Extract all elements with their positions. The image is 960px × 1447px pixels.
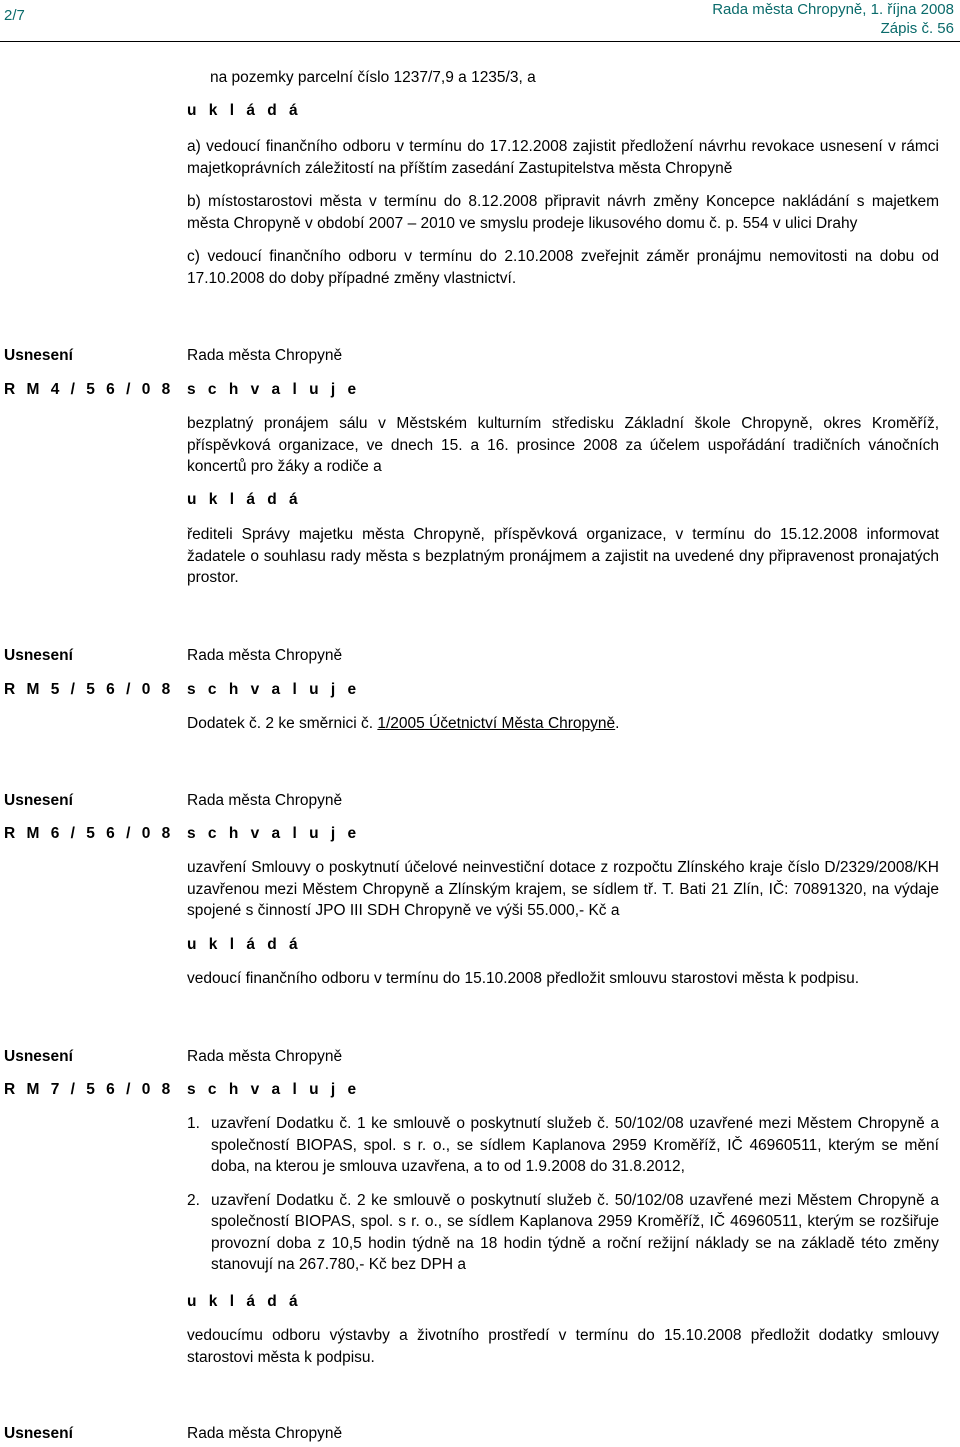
res7-council: Rada města Chropyně [187, 1048, 343, 1065]
res4-uklada: u k l á d á [187, 491, 302, 508]
intro-continuation: na pozemky parcelní číslo 1237/7,9 a 1235/3, a [210, 69, 536, 86]
res5-council: Rada města Chropyně [187, 647, 343, 664]
res8-council: Rada města Chropyně [187, 1425, 343, 1442]
res6-schvaluje: s c h v a l u j e [187, 825, 361, 842]
list-item-text: uzavření Dodatku č. 2 ke smlouvě o poskytnutí služeb č. 50/102/08 uzavřené mezi Městem Chropyně a společností BIOPAS, spol. s r. o., se sídlem Kaplanova 2959 Kroměříž, IČ 46960511, kterým se rozšiřuje provozní doba z 10,5 hodin týdně na 18 hodin týdně a roční režijní náklady se na základě této změny stanovují na 267.780,- Kč bez DPH a [211, 1191, 939, 1273]
res5-schvaluje: s c h v a l u j e [187, 681, 361, 698]
list-item-text: uzavření Dodatku č. 1 ke smlouvě o poskytnutí služeb č. 50/102/08 uzavřené mezi Městem Chropyně a společností BIOPAS, spol. s r. o., se sídlem Kaplanova 2959 Kroměříž, IČ 46960511, kterým se mění doba, na kterou je smlouva uzavřena, a to od 1.9.2008 do 31.8.2012, [211, 1115, 939, 1175]
res8-usneseni-label: Usnesení [4, 1425, 73, 1442]
res5-number: R M 5 / 5 6 / 0 8 [4, 681, 174, 698]
res4-council: Rada města Chropyně [187, 347, 343, 364]
res6-council: Rada města Chropyně [187, 792, 343, 809]
res7-items [187, 1113, 939, 1276]
list-item [187, 1190, 939, 1276]
header-divider [0, 41, 960, 42]
res5-usneseni-label: Usnesení [4, 647, 73, 664]
res6-approval-text: uzavření Smlouvy o poskytnutí účelové neinvestiční dotace z rozpočtu Zlínského kraje číslo D/2329/2008/KH uzavřenou mezi Městem Chropyně a Zlínským krajem, se sídlem tř. T. Bati 21 Zlín, IČ: 70891320, na výdaje spojené s činností JPO III SDH Chropyně ve výši 55.000,- Kč a [187, 859, 939, 919]
res6-usneseni-label: Usnesení [4, 792, 73, 809]
document-header [712, 0, 954, 38]
header-meeting-date: Rada města Chropyně, 1. října 2008 [712, 1, 954, 18]
res7-uklada: u k l á d á [187, 1293, 302, 1310]
res7-usneseni-label: Usnesení [4, 1048, 73, 1065]
header-minutes-number: Zápis č. 56 [880, 20, 954, 37]
res6-task-text: vedoucí finančního odboru v termínu do 15.10.2008 předložit smlouvu starostovi města k podpisu. [187, 970, 860, 987]
intro-uklada: u k l á d á [187, 102, 302, 119]
list-item-number: 1. [187, 1115, 200, 1132]
list-item-number: 2. [187, 1191, 200, 1209]
res7-number: R M 7 / 5 6 / 0 8 [4, 1081, 174, 1098]
res4-task-text: řediteli Správy majetku města Chropyně, příspěvková organizace, v termínu do 15.12.2008 informovat žadatele o souhlasu rady města s bezplatným pronájmem a zajistit na uvedené dny připravenost pronajatých prostor. [187, 526, 939, 586]
res5-approval-text [187, 713, 619, 735]
res7-task-text: vedoucímu odboru výstavby a životního prostředí v termínu do 15.10.2008 předložit dodatky smlouvy starostovi města k podpisu. [187, 1327, 939, 1366]
intro-task-a: a) vedoucí finančního odboru v termínu do 17.12.2008 zajistit předložení návrhu revokace usnesení v rámci majetkoprávních záležitostí na příštím zasedání Zastupitelstva města Chropyně [187, 138, 939, 177]
res4-schvaluje: s c h v a l u j e [187, 381, 361, 398]
res4-number: R M 4 / 5 6 / 0 8 [4, 381, 174, 398]
res6-uklada: u k l á d á [187, 936, 302, 953]
res6-number: R M 6 / 5 6 / 0 8 [4, 825, 174, 842]
res5-approval-directive: 1/2005 Účetnictví Města Chropyně [377, 715, 616, 732]
res4-usneseni-label: Usnesení [4, 347, 73, 364]
page-number: 2/7 [4, 7, 25, 24]
res4-approval-text: bezplatný pronájem sálu v Městském kulturním středisku Základní škole Chropyně, okres Kroměříž, příspěvková organizace, ve dnech 15. a 16. prosince 2008 za účelem uspořádání tradičních vánočních koncertů pro žáky a rodiče a [187, 415, 939, 475]
res5-approval-suffix: . [615, 715, 620, 732]
list-item [187, 1113, 939, 1178]
res5-approval-prefix: Dodatek č. 2 ke směrnici č. [187, 715, 378, 732]
res7-schvaluje: s c h v a l u j e [187, 1081, 361, 1098]
intro-task-b: b) místostarostovi města v termínu do 8.12.2008 připravit návrh změny Koncepce nakládání s majetkem města Chropyně v období 2007 – 2010 ve smyslu prodeje likusového domu č. p. 554 v ulici Drahy [187, 193, 939, 232]
intro-task-c: c) vedoucí finančního odboru v termínu do 2.10.2008 zveřejnit záměr pronájmu nemovitosti na dobu od 17.10.2008 do doby případné změny vlastnictví. [187, 248, 939, 287]
